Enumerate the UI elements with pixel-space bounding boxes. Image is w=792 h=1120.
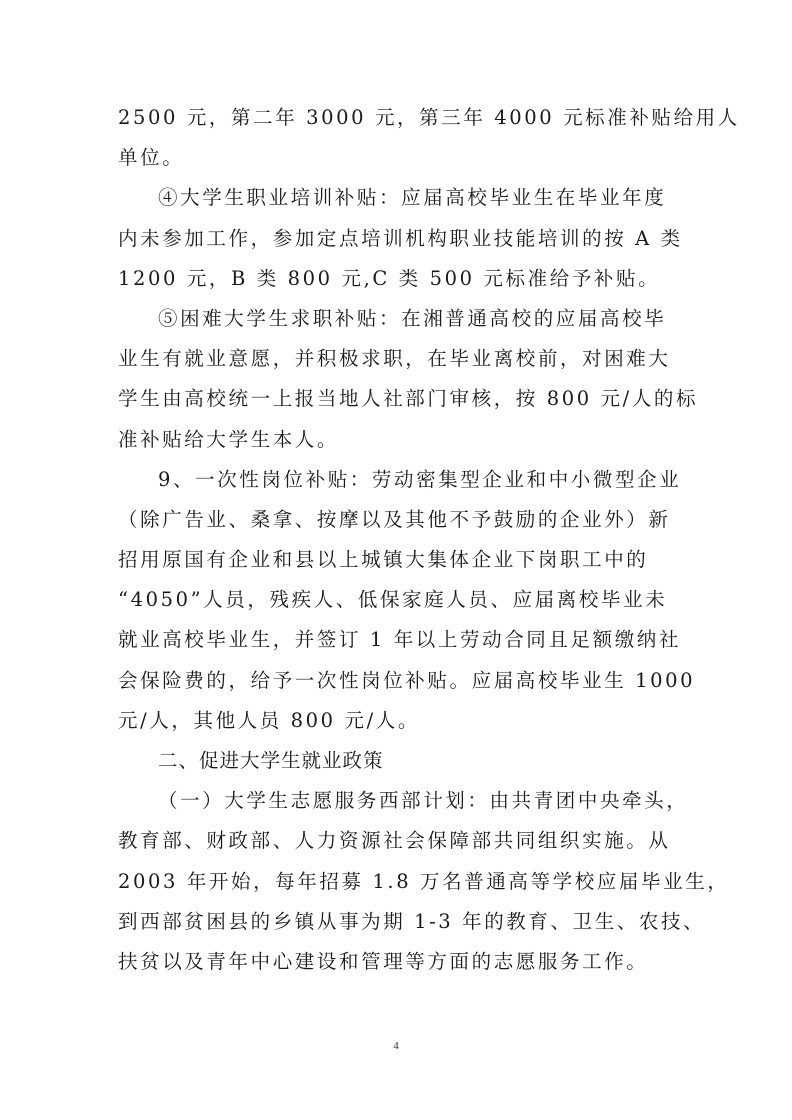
text-line: ④大学生职业培训补贴：应届高校毕业生在毕业年度 bbox=[158, 186, 667, 210]
section-heading: 二、促进大学生就业政策 bbox=[158, 749, 384, 772]
text-line: 1200 元，B 类 800 元,C 类 500 元标准给予补贴。 bbox=[118, 266, 661, 290]
text-line: 内未参加工作，参加定点培训机构职业技能培训的按 A 类 bbox=[118, 226, 683, 250]
paragraph-continuation bbox=[118, 98, 740, 178]
text-line: 学生由高校统一上报当地人社部门审核，按 800 元/人的标 bbox=[118, 387, 699, 411]
page-number: 4 bbox=[393, 1040, 399, 1052]
paragraph-western-volunteer-plan bbox=[118, 781, 730, 982]
text-line: “4050”人员，残疾人、低保家庭人员、应届离校毕业未 bbox=[118, 588, 668, 612]
text-line: 业生有就业意愿，并积极求职，在毕业离校前，对困难大 bbox=[118, 347, 671, 371]
text-line: 招用原国有企业和县以上城镇大集体企业下岗职工中的 bbox=[118, 548, 649, 572]
page-body bbox=[118, 98, 740, 982]
text-line: ⑤困难大学生求职补贴：在湘普通高校的应届高校毕 bbox=[158, 306, 667, 330]
text-line: 就业高校毕业生，并签订 1 年以上劳动合同且足额缴纳社 bbox=[118, 628, 682, 652]
text-line: 会保险费的，给予一次性岗位补贴。应届高校毕业生 1000 bbox=[118, 668, 696, 692]
text-line: （除广告业、桑拿、按摩以及其他不予鼓励的企业外）新 bbox=[118, 507, 671, 531]
text-line: 元/人，其他人员 800 元/人。 bbox=[118, 708, 420, 732]
paragraph-training-subsidy bbox=[118, 178, 683, 299]
text-line: 2500 元，第二年 3000 元，第三年 4000 元标准补贴给用人 bbox=[118, 106, 740, 129]
paragraph-one-time-post-subsidy bbox=[118, 460, 696, 741]
text-line: 教育部、财政部、人力资源社会保障部共同组织实施。从 bbox=[118, 829, 671, 853]
text-line: 2003 年开始，每年招募 1.8 万名普通高等学校应届毕业生， bbox=[118, 869, 730, 893]
text-line: 到西部贫困县的乡镇从事为期 1-3 年的教育、卫生、农技、 bbox=[118, 909, 706, 933]
text-line: 准补贴给大学生本人。 bbox=[118, 427, 340, 451]
text-line: 单位。 bbox=[118, 146, 185, 170]
text-line: 扶贫以及青年中心建设和管理等方面的志愿服务工作。 bbox=[118, 949, 649, 973]
text-line: （一）大学生志愿服务西部计划：由共青团中央牵头， bbox=[158, 789, 689, 813]
text-line: 9、一次性岗位补贴：劳动密集型企业和中小微型企业 bbox=[158, 467, 682, 491]
paragraph-job-seeking-subsidy bbox=[118, 299, 699, 460]
